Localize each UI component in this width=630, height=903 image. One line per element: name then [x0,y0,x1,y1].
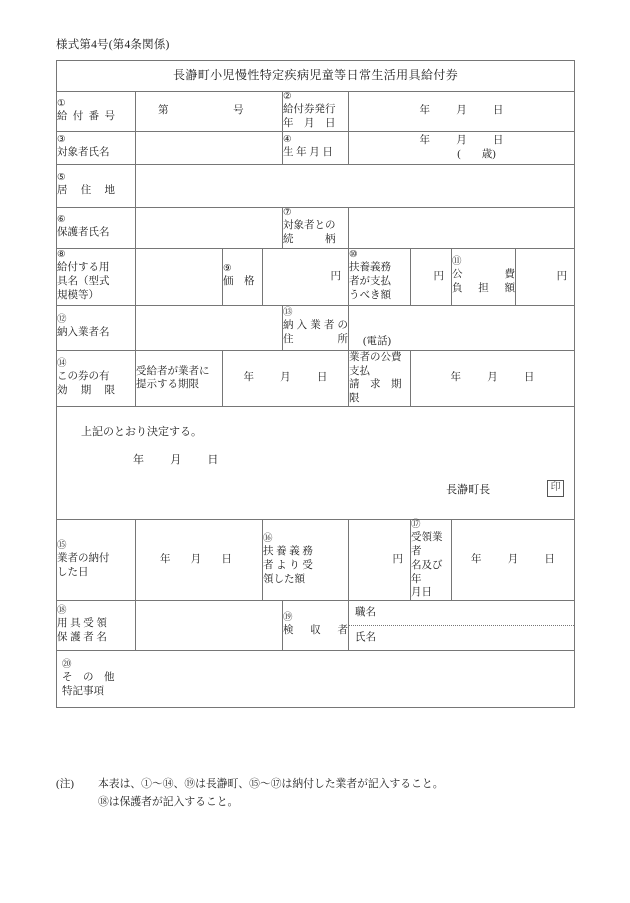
field-5-value[interactable] [136,164,575,207]
field-17-text-line3: 月日 [411,587,432,599]
field-10-label [349,248,411,305]
field-5-label [57,164,136,207]
field-8-text-line3: 規模等） [57,290,99,302]
note-line-2 [56,794,586,812]
field-20-number: ⑳ [62,659,72,670]
row-supplier [57,305,575,350]
field-9-unit: 円 [330,270,341,282]
field-16-label [263,520,349,601]
form-title-row [57,61,575,92]
row-residence [57,164,575,207]
field-20-cell[interactable] [57,651,575,708]
field-14-sub2-line1: 業者の公費支払 [349,351,402,377]
field-9-text: 価 格 [223,276,255,288]
field-9-number: ⑨ [223,264,232,275]
field-2-day: 日 [492,105,504,117]
note-line-2-text: ⑱は保護者が記入すること。 [98,795,239,808]
field-1-number: ① [57,98,66,109]
field-10-value[interactable] [411,248,452,305]
field-2-value[interactable] [349,92,575,132]
field-8-text-line2: 具名（型式 [57,276,110,288]
field-16-text-line1: 扶 養 義 務 [263,545,313,557]
form-notes [56,776,586,812]
field-14-sub1-day: 日 [316,372,328,384]
field-6-text: 保護者氏名 [57,227,110,239]
row-other-remarks [57,651,575,708]
field-19-label [283,601,349,651]
field-20-text-line2: 特記事項 [62,685,104,697]
field-10-text-line2: 者が支払 [349,276,391,288]
field-2-label [283,92,349,132]
field-14-sub2-day: 日 [523,372,535,384]
field-11-text-line2: 負 担 額 [452,283,515,295]
field-13-label [283,305,349,350]
field-15-label [57,520,136,601]
field-2-number: ② [283,92,292,102]
field-17-text-line2: 名及び年 [411,559,443,585]
field-19-number: ⑲ [283,613,293,624]
field-13-text-line2: 住 所 [283,334,348,346]
field-2-text-line2: 年 月 日 [283,117,336,129]
field-13-value[interactable] [349,305,575,350]
field-4-text: 生 年 月 日 [283,147,333,159]
field-4-day: 日 [492,134,504,146]
field-4-month: 月 [456,134,467,146]
note-line-1 [56,776,586,794]
field-5-text: 居 住 地 [57,185,115,197]
field-4-label [283,131,349,164]
field-20-text-line1: そ の 他 [62,671,115,683]
field-1-value[interactable] [136,92,283,132]
field-3-label [57,131,136,164]
field-19-value [349,601,575,651]
field-17-day: 日 [544,554,556,566]
field-14-sub2-value[interactable] [411,350,575,406]
field-16-text-line3: 領した額 [263,573,305,585]
field-14-sub1-line1: 受給者が業者に [136,365,210,377]
form-number-label: 様式第4号(第4条関係) [56,39,170,51]
field-3-text: 対象者氏名 [57,147,110,159]
field-14-text-line2: 効 期 限 [57,384,115,396]
field-6-label [57,207,136,248]
field-8-text-line1: 給付する用 [57,262,110,274]
field-15-year: 年 [159,554,171,566]
field-15-text-line1: 業者の納付 [57,552,110,564]
decision-day: 日 [207,454,219,467]
field-6-value[interactable] [136,207,283,248]
field-17-month: 月 [507,554,519,566]
field-19-job-title-row[interactable] [349,601,574,626]
field-14-sub1-month: 月 [280,372,291,384]
field-7-number: ⑦ [283,208,292,219]
field-15-text-line2: した日 [57,566,89,578]
field-11-number: ⑪ [452,257,462,268]
field-14-sub1-value[interactable] [223,350,349,406]
field-2-year: 年 [419,105,431,117]
field-13-text-line1: 納入業者の [283,320,348,332]
field-12-number: ⑫ [57,315,67,326]
field-17-label [411,520,452,601]
field-14-sub1-year: 年 [243,372,255,384]
field-15-month: 月 [190,554,202,566]
field-14-number: ⑭ [57,359,67,370]
note-tag: (注) [56,778,74,790]
field-8-number: ⑧ [57,250,66,261]
field-8-label [57,248,136,305]
field-18-number: ⑱ [57,606,67,617]
field-10-text-line1: 扶養義務 [349,262,391,274]
field-17-year: 年 [471,554,482,566]
field-4-value[interactable] [349,131,575,164]
field-1-label [57,92,136,132]
field-3-number: ③ [57,135,66,146]
field-1-suffix: 号 [233,105,244,117]
field-15-day: 日 [221,554,233,566]
field-18-text-line1: 用 具 受 領 [57,618,107,630]
field-17-text-line1: 受領業者 [411,532,443,557]
field-1-prefix: 第 [158,105,169,117]
field-19-name-row[interactable] [349,626,574,650]
field-18-label [57,601,136,651]
field-16-unit: 円 [392,554,403,566]
field-14-sub2-label [349,350,411,406]
field-20-label [57,656,574,703]
field-4-age: ( 歳) [457,148,496,160]
row-receipt-and-inspector [57,601,575,651]
decision-date[interactable] [133,453,219,468]
field-9-label [223,248,263,305]
field-12-text: 納入業者名 [57,327,110,339]
field-1-text: 給 付 番 号 [57,110,115,122]
field-7-text-line1: 対象者との [283,220,336,232]
row-validity-period [57,350,575,406]
field-15-number: ⑮ [57,540,67,551]
field-19-name-label: 氏名 [355,632,376,644]
form-title: 長瀞町小児慢性特定疾病児童等日常生活用具給付券 [57,61,575,92]
field-6-number: ⑥ [57,215,66,226]
field-7-value[interactable] [349,207,575,248]
field-14-label [57,350,136,406]
field-13-phone-label: (電話) [363,335,391,347]
field-17-value[interactable] [452,520,575,601]
field-13-number: ⑬ [283,308,293,319]
field-18-text-line2: 保 護 者 名 [57,632,107,644]
field-16-number: ⑯ [263,533,273,544]
row-benefit-number [57,92,575,132]
field-4-number: ④ [283,135,292,146]
field-7-text-line2: 続 柄 [283,234,336,246]
field-16-text-line2: 者 よ り 受 [263,559,313,571]
field-5-number: ⑤ [57,173,66,184]
field-2-text-line1: 給付券発行 [283,103,336,115]
decision-month: 月 [170,454,182,467]
field-14-sub1-line2: 提示する期限 [136,379,199,391]
field-17-number: ⑰ [411,520,421,531]
field-14-sub2-line2: 請 求 期 限 [349,379,412,405]
field-18-value[interactable] [136,601,283,651]
field-8-value[interactable] [136,248,223,305]
decision-year: 年 [133,454,145,467]
field-14-sub2-month: 月 [487,372,498,384]
field-16-value[interactable] [349,520,411,601]
field-15-value[interactable] [136,520,263,601]
field-4-year: 年 [419,134,431,146]
field-14-sub1-label [136,350,223,406]
field-10-text-line3: うべき額 [349,290,391,302]
field-3-value[interactable] [136,131,283,164]
row-equipment-and-amounts [57,248,575,305]
field-19-job-title-label: 職名 [355,607,376,619]
field-10-unit: 円 [433,270,444,282]
seal-stamp-icon: 印 [547,480,564,497]
decision-block [57,407,575,520]
field-2-month: 月 [456,105,467,117]
benefit-voucher-form-table [56,60,575,708]
row-guardian-name [57,207,575,248]
row-subject-name [57,131,575,164]
field-11-value[interactable] [516,248,575,305]
field-11-text-line1: 公 費 [452,269,515,281]
field-11-label [452,248,516,305]
note-line-1-text: 本表は、①〜⑭、⑲は長瀞町、⑮〜⑰は納付した業者が記入すること。 [98,778,444,790]
field-10-number: ⑩ [349,250,358,261]
field-12-label [57,305,136,350]
row-payment-records [57,520,575,601]
field-9-value[interactable] [263,248,349,305]
field-14-sub2-year: 年 [450,372,462,384]
field-7-label [283,207,349,248]
field-11-unit: 円 [556,270,568,282]
field-19-text: 検 収 者 [283,625,348,637]
mayor-signature-label: 長瀞町長 [446,484,491,497]
decision-statement: 上記のとおり決定する。 [81,426,202,439]
field-12-value[interactable] [136,305,283,350]
row-decision [57,407,575,520]
field-14-text-line1: この券の有 [57,370,110,382]
